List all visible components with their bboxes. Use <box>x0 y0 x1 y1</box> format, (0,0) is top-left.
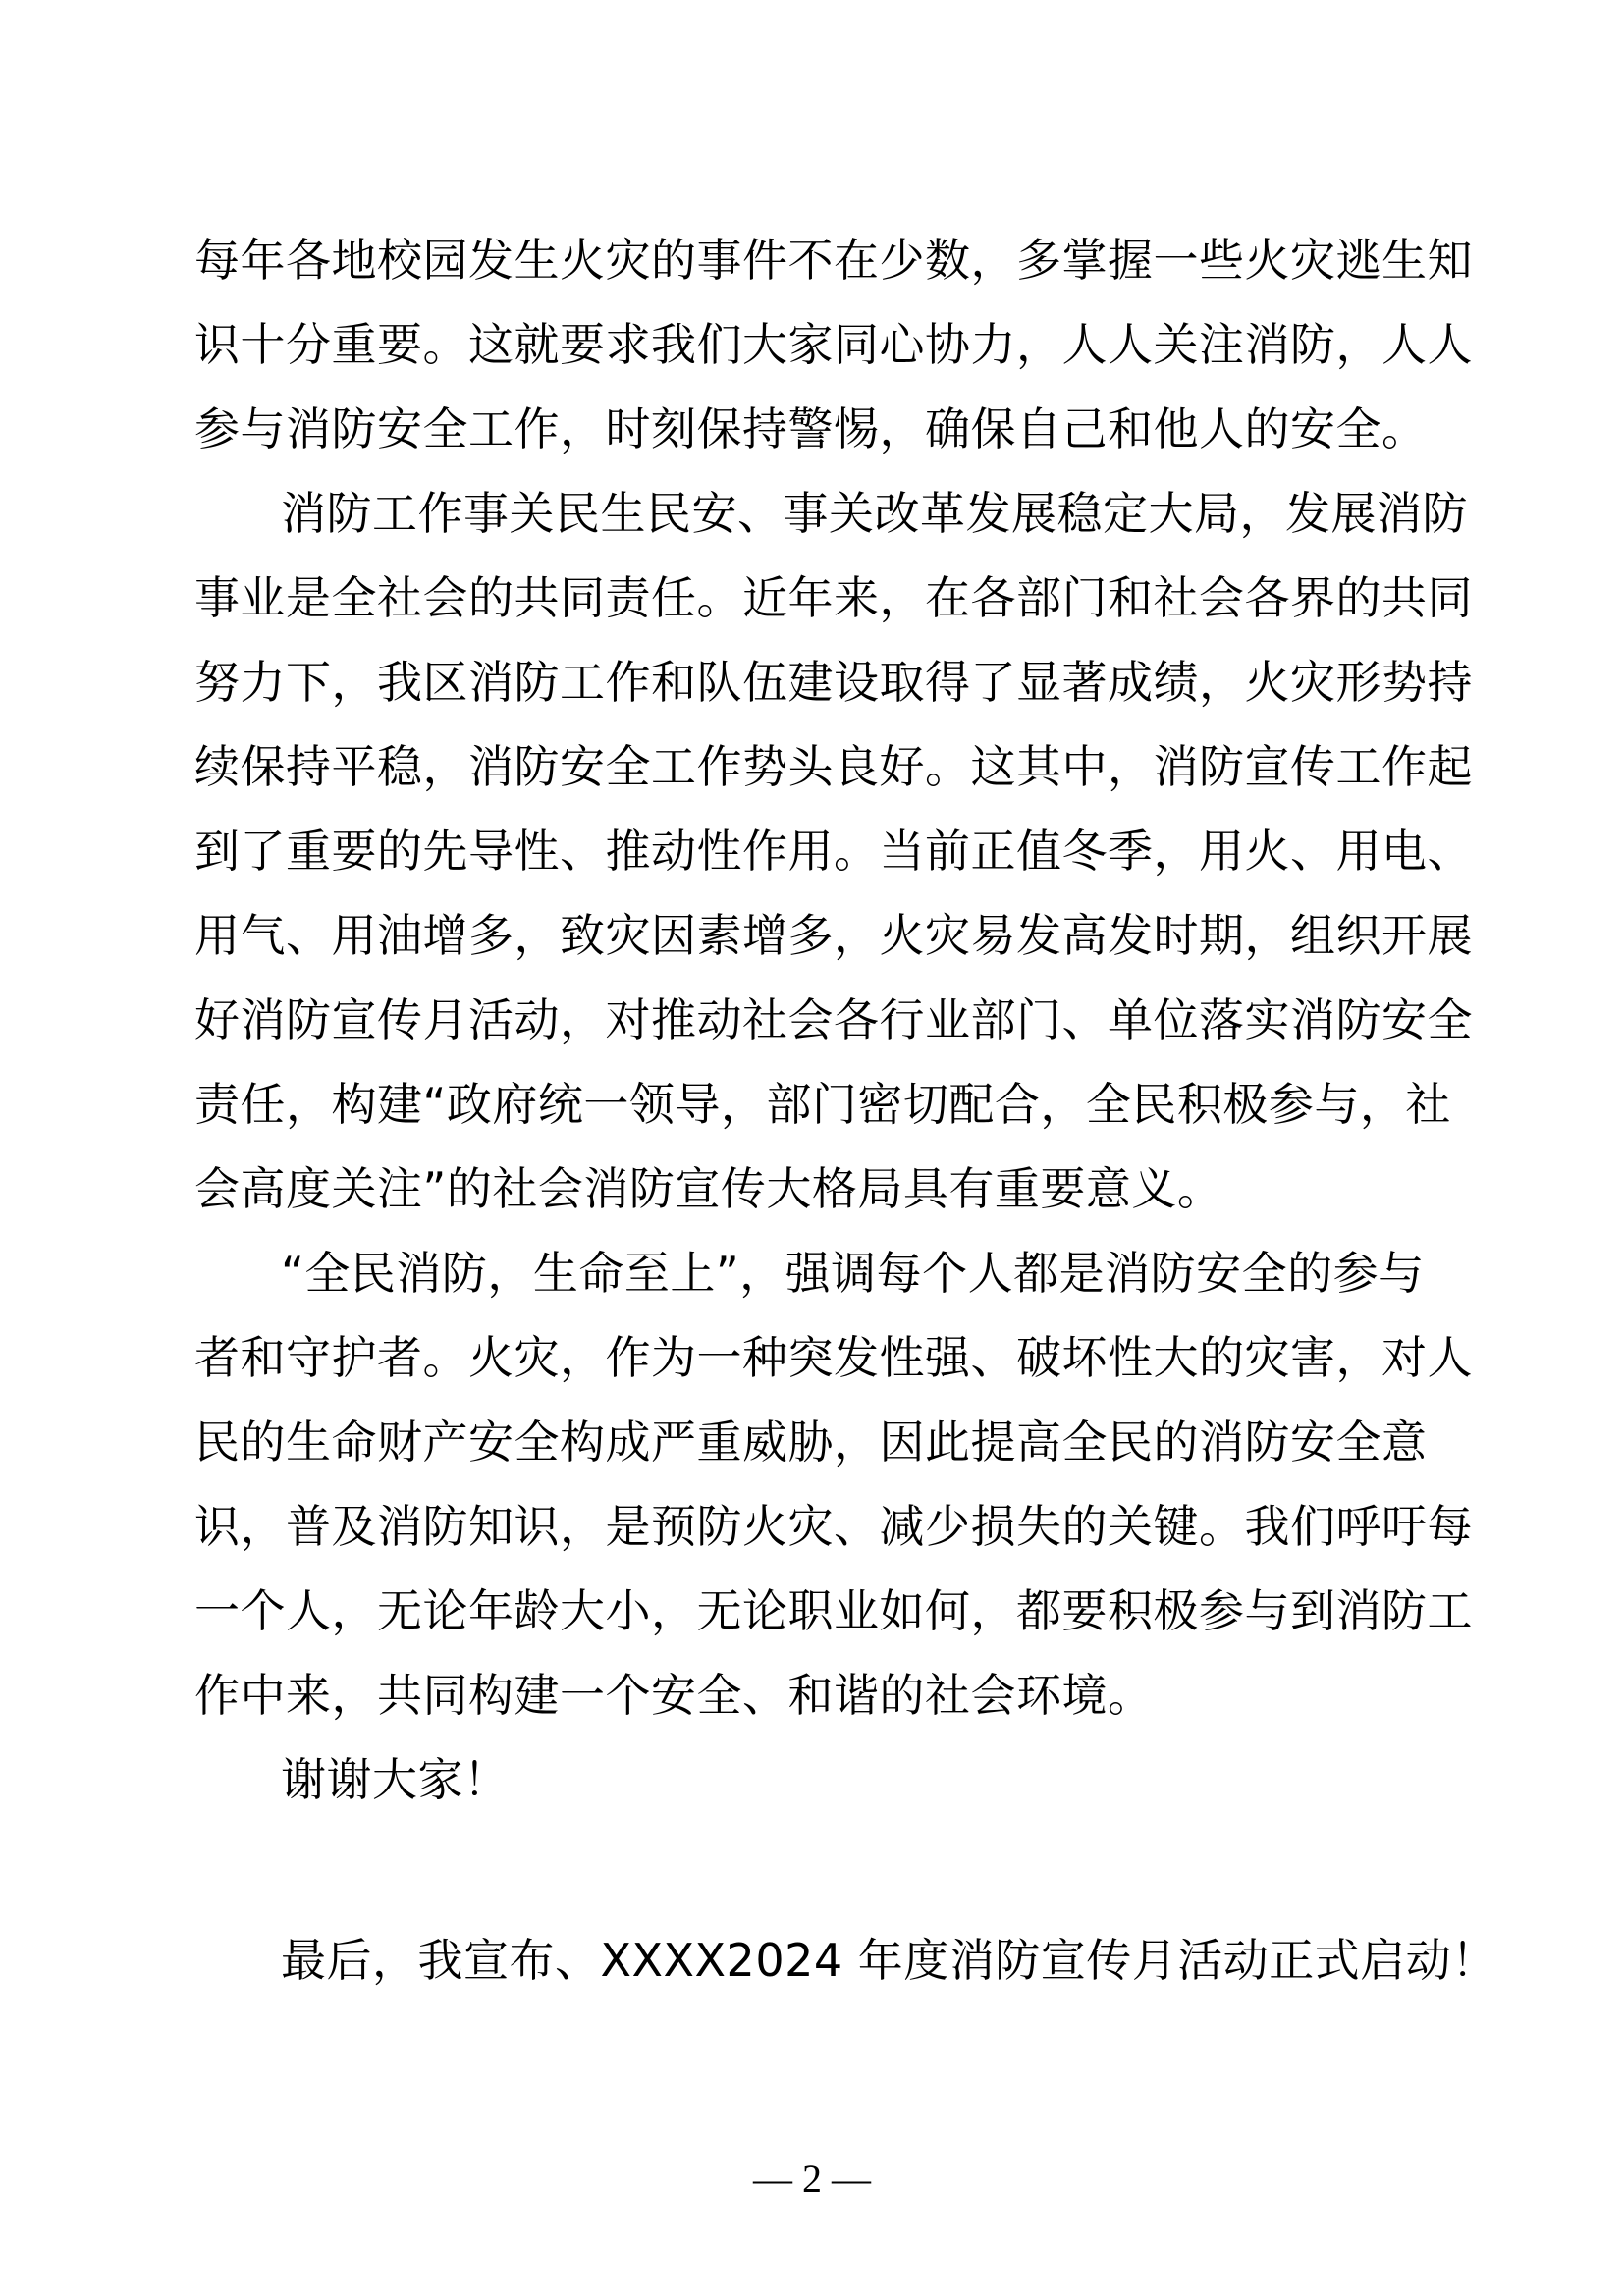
paragraph-line: 民的生命财产安全构成严重威胁，因此提高全民的消防安全意 <box>194 1415 1428 1468</box>
page-number: — 2 — <box>753 2157 871 2201</box>
paragraph-line: 努力下，我区消防工作和队伍建设取得了显著成绩，火灾形势持 <box>194 656 1473 709</box>
speech-body <box>194 218 1497 2002</box>
closing-thanks: 谢谢大家！ <box>281 1753 510 1806</box>
paragraph-line: 参与消防安全工作，时刻保持警惕，确保自己和他人的安全。 <box>194 402 1428 455</box>
paragraph-line: 到了重要的先导性、推动性作用。当前正值冬季，用火、用电、 <box>194 825 1473 878</box>
paragraph-line: 作中来，共同构建一个安全、和谐的社会环境。 <box>194 1669 1154 1722</box>
paragraph-line: 识十分重要。这就要求我们大家同心协力，人人关注消防，人人 <box>194 318 1473 371</box>
paragraph-line: 消防工作事关民生民安、事关改革发展稳定大局，发展消防 <box>281 487 1468 540</box>
paragraph-spacer <box>194 1822 1441 1918</box>
paragraph-line: 好消防宣传月活动，对推动社会各行业部门、单位落实消防安全 <box>194 993 1473 1046</box>
paragraph-line: 会高度关注”的社会消防宣传大格局具有重要意义。 <box>194 1162 1223 1215</box>
paragraph-line: 续保持平稳，消防安全工作势头良好。这其中，消防宣传工作起 <box>194 740 1473 793</box>
paragraph-line: 事业是全社会的共同责任。近年来，在各部门和社会各界的共同 <box>194 571 1473 624</box>
paragraph-line: 识，普及消防知识，是预防火灾、减少损失的关键。我们呼吁每 <box>194 1500 1473 1553</box>
paragraph-line: 一个人，无论年龄大小，无论职业如何，都要积极参与到消防工 <box>194 1584 1473 1637</box>
paragraph-line: 每年各地校园发生火灾的事件不在少数，多掌握一些火灾逃生知 <box>194 234 1473 287</box>
paragraph-line: 者和守护者。火灾，作为一种突发性强、破坏性大的灾害，对人 <box>194 1331 1473 1384</box>
paragraph-line: 用气、用油增多，致灾因素增多，火灾易发高发时期，组织开展 <box>194 909 1473 962</box>
paragraph-line: 责任，构建“政府统一领导，部门密切配合，全民积极参与，社 <box>194 1078 1451 1131</box>
paragraph-line: “全民消防，生命至上”，强调每个人都是消防安全的参与 <box>281 1247 1425 1300</box>
closing-announcement: 最后，我宣布、XXXX2024 年度消防宣传月活动正式启动！ <box>281 1934 1497 1987</box>
